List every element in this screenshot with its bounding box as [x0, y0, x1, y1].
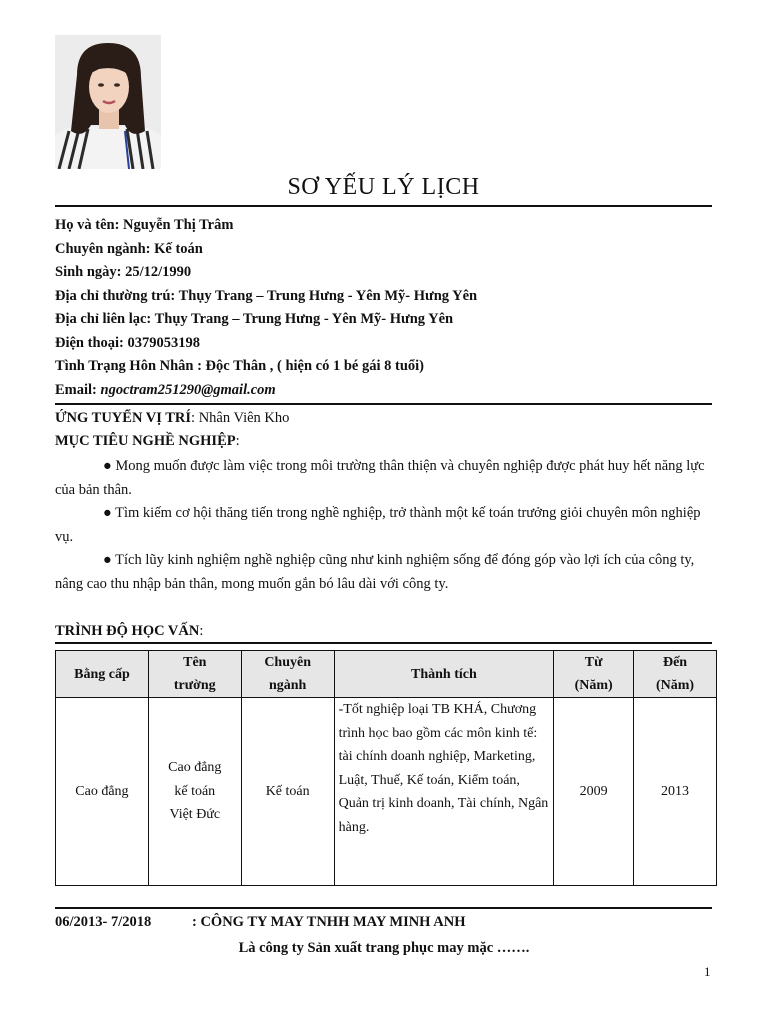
header-degree: Bằng cấp — [56, 651, 149, 698]
objective-bullet-1 — [55, 455, 712, 502]
header-achievement: Thành tích — [334, 651, 554, 698]
cell-school-line-3: Việt Đức — [169, 807, 221, 823]
cell-major: Kế toán — [241, 698, 334, 886]
experience-period: 06/2013- 7/2018 — [55, 914, 152, 930]
cell-degree: Cao đẳng — [56, 698, 149, 886]
cell-achievement: -Tốt nghiệp loại TB KHÁ, Chương trình học bao gồm các môn kinh tế: tài chính doanh nghiệp, Marketing, Luật, Thuế, Kế toán, Kiểm toán, Quản trị kinh doanh, Tài chính, Ngân hàng. — [334, 698, 554, 886]
header-school-line-2: trường — [173, 678, 216, 693]
cell-school — [148, 698, 241, 886]
position-line — [55, 410, 289, 427]
major: Chuyên ngành: Kế toán — [55, 241, 203, 257]
page-number: 1 — [704, 964, 711, 979]
header-major-line-2: ngành — [268, 678, 307, 693]
header-major-line-1: Chuyên — [264, 655, 311, 670]
permanent-address: Địa chỉ thường trú: Thụy Trang – Trung Hưng - Yên Mỹ- Hưng Yên — [55, 288, 478, 304]
experience-divider — [55, 907, 712, 909]
email-line — [55, 382, 276, 399]
cell-school-line-1: Cao đẳng — [168, 760, 222, 776]
position-label: ỨNG TUYỂN VỊ TRÍ — [55, 410, 192, 426]
marital-status: Tình Trạng Hôn Nhân : Độc Thân , ( hiện có 1 bé gái 8 tuổi) — [55, 358, 425, 374]
education-label: TRÌNH ĐỘ HỌC VẤN — [55, 623, 200, 639]
education-divider — [55, 642, 712, 644]
header-to-line-1: Đến — [662, 655, 688, 670]
education-heading — [55, 623, 203, 640]
experience-company: : CÔNG TY MAY TNHH MAY MINH ANH — [192, 914, 466, 930]
header-from-line-1: Từ — [584, 655, 603, 670]
header-to-line-2: (Năm) — [655, 678, 695, 693]
profile-photo — [55, 35, 161, 169]
email-address[interactable]: ngoctram251290@gmail.com — [100, 382, 276, 398]
table-header-row — [56, 651, 717, 698]
objective-colon: : — [235, 433, 240, 449]
cell-from-year: 2009 — [554, 698, 634, 886]
table-row — [56, 698, 717, 886]
objective-bullet-2 — [55, 502, 712, 549]
email-label: Email: — [55, 382, 101, 398]
full-name: Họ và tên: Nguyễn Thị Trâm — [55, 217, 234, 233]
header-to-year — [634, 651, 717, 698]
objective-heading — [55, 433, 240, 450]
position-value: : Nhân Viên Kho — [191, 410, 290, 426]
cell-to-year: 2013 — [634, 698, 717, 886]
objective-bullet-3 — [55, 549, 712, 596]
header-school — [148, 651, 241, 698]
portrait-image — [55, 35, 161, 169]
header-from-year — [554, 651, 634, 698]
objective-label: MỤC TIÊU NGHỀ NGHIỆP — [55, 433, 236, 449]
contact-address: Địa chỉ liên lạc: Thụy Trang – Trung Hưng - Yên Mỹ- Hưng Yên — [55, 311, 454, 327]
date-of-birth: Sinh ngày: 25/12/1990 — [55, 264, 192, 280]
resume-title: SƠ YẾU LÝ LỊCH — [287, 174, 480, 200]
header-from-line-2: (Năm) — [574, 678, 613, 693]
education-colon: : — [199, 623, 204, 639]
education-table — [55, 650, 717, 886]
phone-number: Điện thoại: 0379053198 — [55, 335, 200, 351]
objective-bullet-text: ● Tìm kiếm cơ hội thăng tiến trong nghề nghiệp, trở thành một kế toán trưởng giỏi chuyên môn nghiệp vụ. — [55, 505, 701, 545]
header-school-line-1: Tên — [183, 655, 207, 670]
striped-shirt-graphic — [55, 126, 161, 169]
objective-bullet-text: ● Mong muốn được làm việc trong môi trường thân thiện và chuyên nghiệp được phát huy hết năng lực của bản thân. — [55, 458, 705, 498]
experience-line — [55, 914, 466, 931]
title-divider — [55, 205, 712, 207]
contact-divider — [55, 403, 712, 405]
cell-school-line-2: kế toán — [174, 783, 216, 799]
objective-bullet-text: ● Tích lũy kinh nghiệm nghề nghiệp cũng như kinh nghiệm sống để đóng góp vào lợi ích của công ty, nâng cao thu nhập bản thân, mong muốn gắn bó lâu dài với công ty. — [55, 552, 695, 592]
experience-description: Là công ty Sản xuất trang phục may mặc ……. — [238, 940, 530, 956]
header-major — [241, 651, 334, 698]
